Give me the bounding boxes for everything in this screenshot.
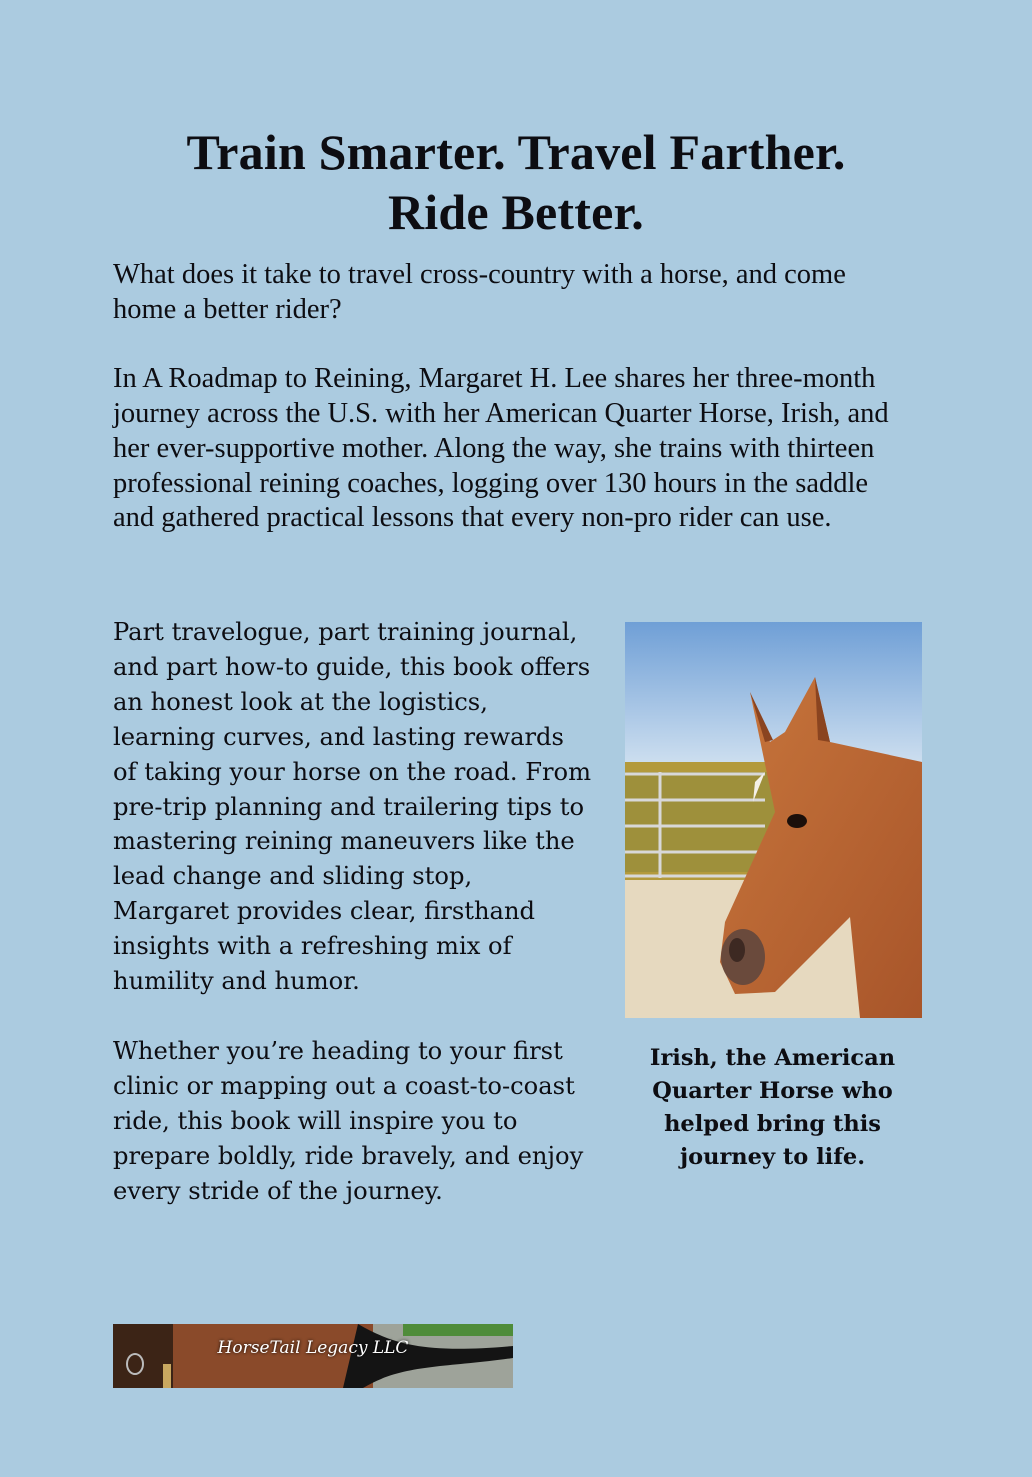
body-column	[113, 615, 593, 1244]
body-paragraph-description: Part travelogue, part training journal, and part how-to guide, this book offers an honest look at the logistics, learning curves, and lasting rewards of taking your horse on the road. From pre-trip planning and trailering tips to mastering reining maneuvers like the lead change and sliding stop, Margaret provides clear, firsthand insights with a refreshing mix of humility and humor.	[113, 618, 592, 996]
title-line-1: Train Smarter. Travel Farther.	[186, 124, 846, 180]
horse-illustration-icon	[625, 622, 922, 1018]
title-line-2: Ride Better.	[387, 184, 645, 240]
horse-photo	[625, 622, 922, 1018]
intro-summary: In A Roadmap to Reining, Margaret H. Lee shares her three-month journey across the U.S. with her American Quarter Horse, Irish, and her ever-supportive mother. Along the way, she trains with thirteen professional reining coaches, logging over 130 hours in the saddle and gathered practical lessons that every non-pro rider can use.	[113, 363, 889, 534]
intro-section	[113, 258, 913, 571]
logo-text: HorseTail Legacy LLC	[217, 1338, 409, 1358]
page-title	[0, 122, 1032, 242]
intro-question: What does it take to travel cross-country with a horse, and come home a better rider?	[113, 259, 846, 325]
body-paragraph-closing: Whether you’re heading to your first clinic or mapping out a coast-to-coast ride, this book will inspire you to prepare boldly, ride bravely, and enjoy every stride of the journey.	[113, 1036, 584, 1205]
photo-caption: Irish, the American Quarter Horse who helped bring this journey to life.	[649, 1045, 896, 1170]
publisher-logo	[113, 1324, 513, 1388]
